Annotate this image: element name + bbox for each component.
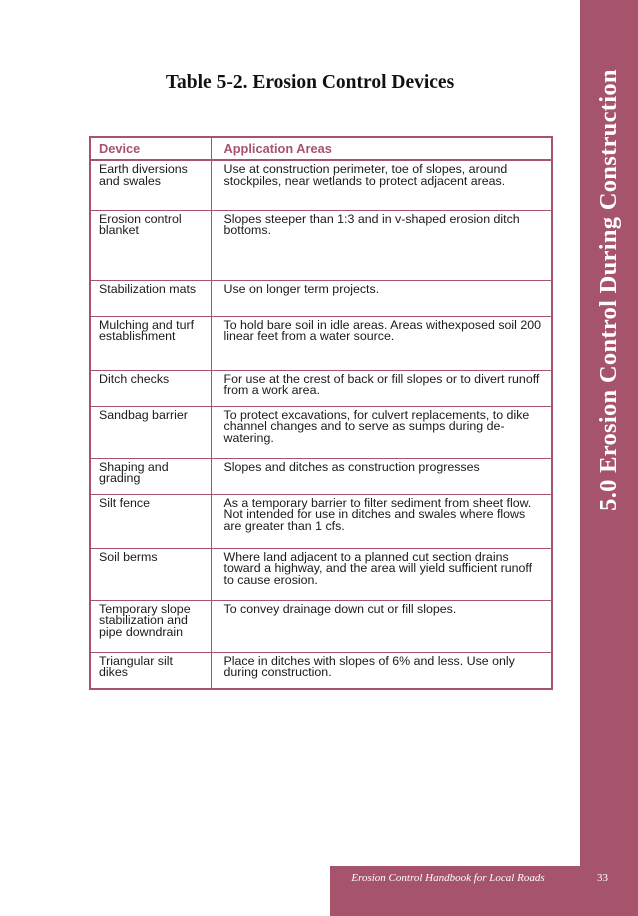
application-cell: Use on longer term projects. (211, 280, 551, 316)
device-cell: Stabilization mats (91, 280, 211, 316)
page-number: 33 (597, 872, 608, 884)
application-cell: To convey drainage down cut or fill slopes. (211, 600, 551, 652)
table-row (91, 160, 551, 210)
table-row (91, 316, 551, 370)
application-cell: For use at the crest of back or fill slopes or to divert runoff from a work area. (211, 370, 551, 406)
column-header-device: Device (91, 138, 211, 160)
application-cell: Slopes steeper than 1:3 and in v-shaped erosion ditch bottoms. (211, 210, 551, 280)
device-cell: Ditch checks (91, 370, 211, 406)
table-row (91, 280, 551, 316)
device-cell: Mulching and turf establishment (91, 316, 211, 370)
application-cell: As a temporary barrier to filter sediment from sheet flow. Not intended for use in ditches and swales where flows are greater than 1 cfs. (211, 494, 551, 548)
device-cell: Earth diversions and swales (91, 160, 211, 210)
device-cell: Soil berms (91, 548, 211, 600)
table-row (91, 458, 551, 494)
table-row (91, 370, 551, 406)
table-header-row (91, 138, 551, 160)
application-cell: To protect excavations, for culvert replacements, to dike channel changes and to serve as sumps during de-watering. (211, 406, 551, 458)
application-cell: Use at construction perimeter, toe of slopes, around stockpiles, near wetlands to protect adjacent areas. (211, 160, 551, 210)
application-cell: Slopes and ditches as construction progresses (211, 458, 551, 494)
device-cell: Shaping and grading (91, 458, 211, 494)
device-cell: Temporary slope stabilization and pipe downdrain (91, 600, 211, 652)
table-row (91, 600, 551, 652)
application-cell: Where land adjacent to a planned cut section drains toward a highway, and the area will yield sufficient runoff to cause erosion. (211, 548, 551, 600)
publication-title: Erosion Control Handbook for Local Roads (351, 872, 545, 884)
table-row (91, 210, 551, 280)
column-header-application-areas: Application Areas (211, 138, 551, 160)
table-row (91, 652, 551, 688)
device-cell: Erosion control blanket (91, 210, 211, 280)
application-cell: Place in ditches with slopes of 6% and less. Use only during construction. (211, 652, 551, 688)
table-row (91, 548, 551, 600)
table-row (91, 494, 551, 548)
table-row (91, 406, 551, 458)
chapter-title: 5.0 Erosion Control During Construction (595, 69, 622, 511)
device-cell: Silt fence (91, 494, 211, 548)
device-cell: Sandbag barrier (91, 406, 211, 458)
page-title: Table 5-2. Erosion Control Devices (165, 72, 455, 93)
erosion-control-table (89, 136, 553, 690)
device-cell: Triangular silt dikes (99, 653, 173, 680)
application-cell: To hold bare soil in idle areas. Areas withexposed soil 200 linear feet from a water source. (211, 316, 551, 370)
